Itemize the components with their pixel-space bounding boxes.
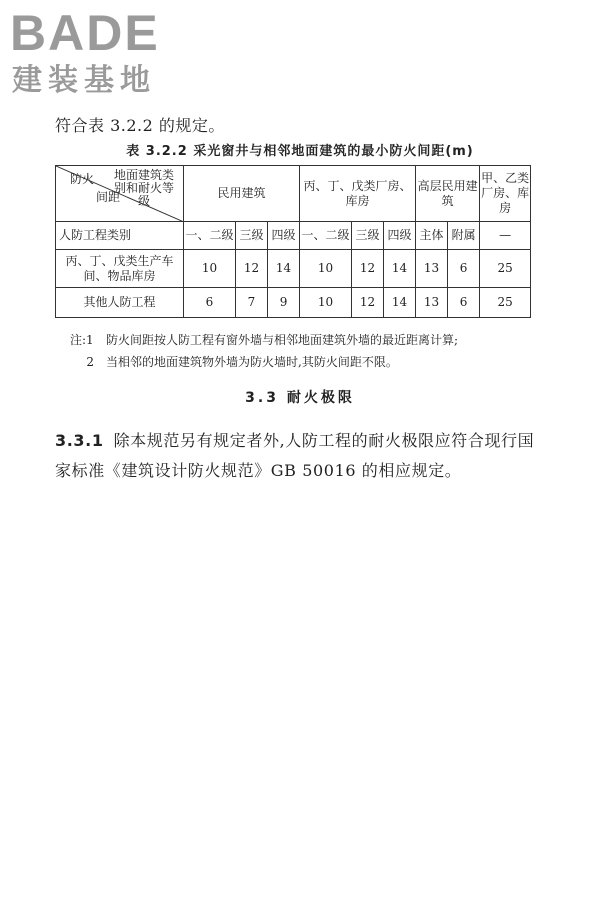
- value-cell: 14: [384, 250, 416, 288]
- group-header-class-ab: 甲、乙类厂房、库房: [480, 166, 531, 222]
- table-caption: 表 3.2.2 采光窗井与相邻地面建筑的最小防火间距(m): [126, 144, 474, 159]
- subheader-cell: 一、二级: [300, 222, 352, 250]
- note-item: [70, 329, 458, 351]
- row-label: 其他人防工程: [56, 288, 184, 318]
- subheader-cell: 三级: [236, 222, 268, 250]
- value-cell: 14: [384, 288, 416, 318]
- value-cell: 25: [480, 288, 531, 318]
- value-cell: 6: [184, 288, 236, 318]
- subheader-cell: 四级: [268, 222, 300, 250]
- value-cell: 10: [300, 288, 352, 318]
- note-number: 注:1: [70, 333, 94, 347]
- value-cell: 14: [268, 250, 300, 288]
- value-cell: 12: [352, 288, 384, 318]
- value-cell: 7: [236, 288, 268, 318]
- subheader-cell: 附属: [448, 222, 480, 250]
- fire-distance-table: [55, 165, 531, 318]
- note-number: 2: [86, 355, 94, 369]
- subheader-cell: —: [480, 222, 531, 250]
- clause-paragraph: [55, 426, 545, 486]
- value-cell: 10: [300, 250, 352, 288]
- corner-label-distance: 间距: [96, 190, 121, 204]
- value-cell: 6: [448, 288, 480, 318]
- group-header-factory: 丙、丁、戊类厂房、库房: [300, 166, 416, 222]
- value-cell: 13: [416, 288, 448, 318]
- note-text: 当相邻的地面建筑物外墙为防火墙时,其防火间距不限。: [106, 355, 398, 369]
- row-header-label: 人防工程类别: [56, 222, 184, 250]
- bade-logo: [8, 4, 178, 100]
- subheader-cell: 主体: [416, 222, 448, 250]
- value-cell: 6: [448, 250, 480, 288]
- value-cell: 10: [184, 250, 236, 288]
- clause-text: 除本规范另有规定者外,人防工程的耐火极限应符合现行国家标准《建筑设计防火规范》GB 50016 的相应规定。: [55, 431, 535, 480]
- value-cell: 12: [236, 250, 268, 288]
- logo-subtitle-text: 建装基地: [12, 63, 156, 96]
- corner-label-building-class: 地面建筑类别和耐火等级: [113, 168, 174, 208]
- table-notes: [70, 329, 458, 373]
- value-cell: 13: [416, 250, 448, 288]
- subheader-cell: 四级: [384, 222, 416, 250]
- group-header-civil: 民用建筑: [184, 166, 300, 222]
- table-corner-header: [56, 166, 184, 222]
- corner-label-fire: 防火: [70, 172, 95, 186]
- clause-number: 3.3.1: [55, 431, 104, 450]
- intro-paragraph: 符合表 3.2.2 的规定。: [55, 116, 225, 135]
- note-text: 防火间距按人防工程有窗外墙与相邻地面建筑外墙的最近距离计算;: [106, 333, 459, 347]
- section-heading: 3.3 耐火极限: [245, 390, 355, 406]
- table-row: [56, 288, 531, 318]
- value-cell: 9: [268, 288, 300, 318]
- subheader-cell: 一、二级: [184, 222, 236, 250]
- subheader-cell: 三级: [352, 222, 384, 250]
- logo-brand-text: BADE: [10, 5, 160, 61]
- note-item: [70, 351, 458, 373]
- group-header-highrise: 高层民用建筑: [416, 166, 480, 222]
- table-row: [56, 250, 531, 288]
- value-cell: 25: [480, 250, 531, 288]
- row-label: 丙、丁、戊类生产车间、物品库房: [56, 250, 184, 288]
- value-cell: 12: [352, 250, 384, 288]
